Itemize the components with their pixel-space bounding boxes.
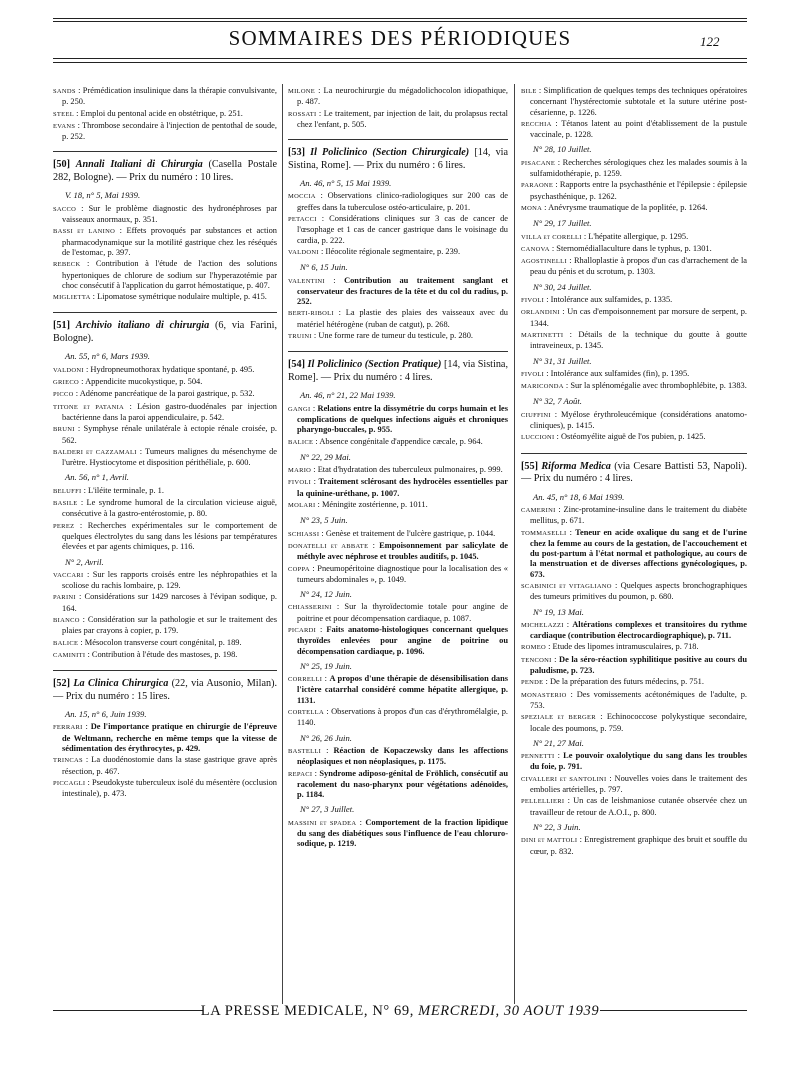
article-author: TRUINI <box>288 333 312 341</box>
article-author: BASSI et LANINO <box>53 228 116 236</box>
article-title: Tétanos latent au point d'établissement de la pustule vaccinale, p. 1228. <box>530 118 747 140</box>
article-entry: PEREZ : Recherches expérimentales sur le comportement de quelques électrolytes du sang dans les lésions par températures élevées et par agents chimiques, p. 116. <box>53 520 277 552</box>
article-title: Considérations sur 1429 narcoses à l'évipan sodique, p. 164. <box>62 592 277 613</box>
article-author: BASTELLI <box>288 747 322 755</box>
article-author: CHIASSERINI <box>288 604 332 612</box>
article-title: Le pouvoir oxalolytique du sang dans les troubles du foie, p. 791. <box>530 751 747 772</box>
article-author: SACCO <box>53 205 77 213</box>
article-entry: BALDERI et CAZZAMALI : Tumeurs malignes du mésenchyme de l'urètre. Hystiocytome et disposition périthéliale, p. 600. <box>53 446 277 468</box>
article-title: Contribution à l'étude de l'action des solutions hypertoniques de chlorure de sodium sur l'hyperazotémie par choc consécutif à l'application du garrot hémostatique, p. 407. <box>62 259 277 290</box>
issue-line: N° 28, 10 Juillet. <box>533 144 592 155</box>
article-entry: ROMEO : Etude des lipomes intramusculaires, p. 718. <box>521 642 699 652</box>
article-title: Le traitement, par injection de lait, du prolapsus rectal chez l'enfant, p. 505. <box>297 108 508 129</box>
article-author: PENNETTI <box>521 753 555 761</box>
article-author: PICCAGLI <box>53 779 86 787</box>
article-title: Hydropneumothorax hydatique spontané, p. 495. <box>90 364 255 374</box>
article-title: Sur les rapports croisés entre les néphropathies et la scoliose du rachis lombaire, p. 129. <box>62 569 277 591</box>
issue-line: N° 21, 27 Mai. <box>533 737 584 748</box>
article-author: PICCO <box>53 391 74 399</box>
article-title: Quelques aspects bronchographiques des tumeurs primitives du poumon, p. 680. <box>530 580 747 602</box>
article-entry: BIANCO : Considération sur la pathologie et sur le traitement des plaies par crayons à copier, p. 179. <box>53 614 277 636</box>
article-author: FIVOLI <box>288 479 312 487</box>
article-title: Pseudokyste tuberculeux isolé du mésentère (occlusion intestinale), p. 473. <box>62 777 277 799</box>
article-title: Contribution au traitement sanglant et conservateur des fractures de la tête et du col du radius, p. 252. <box>297 275 508 307</box>
article-author: PETACCI <box>288 216 317 224</box>
article-entry: BELUFFI : L'iléite terminale, p. 1. <box>53 485 164 495</box>
journal-title: Il Policlinico (Section Chirurgicale) <box>310 147 470 159</box>
journal-info: [14, via Sistina, Rome]. — Prix du numéro : 6 lires. <box>288 147 508 171</box>
article-entry: BALICE : Absence congénitale d'appendice cæcale, p. 964. <box>288 436 483 446</box>
section-separator <box>53 312 277 313</box>
journal-number: [50] <box>53 159 70 171</box>
article-entry: ROSSATI : Le traitement, par injection de lait, du prolapsus rectal chez l'enfant, p. 505. <box>288 108 508 129</box>
article-entry: VALDONI : Hydropneumothorax hydatique spontané, p. 495. <box>53 364 255 374</box>
article-entry: PARINI : Considérations sur 1429 narcoses à l'évipan sodique, p. 164. <box>53 592 277 613</box>
article-entry: FIVOLI : Intolérance aux sulfamides (fin), p. 1395. <box>521 368 690 378</box>
article-entry: MICHELAZZI : Altérations complexes et transitoires du rythme cardiaque (contribution électrocardiographique), p. 711. <box>521 619 747 641</box>
article-entry: MOCCIA : Observations clinico-radiologiques sur 200 cas de greffes dans la tuberculose ostéo-articulaire, p. 201. <box>288 191 508 212</box>
article-entry: TRUINI : Une forme rare de tumeur du testicule, p. 280. <box>288 331 473 341</box>
article-author: TITONE et PATANIA <box>53 403 125 411</box>
article-entry: GRIECO : Appendicite mucokystique, p. 504. <box>53 377 203 387</box>
article-title: De la préparation des futurs médecins, p. 751. <box>549 677 704 687</box>
journal-number: [52] <box>53 678 70 690</box>
article-author: MILONE <box>288 88 316 95</box>
journal-info: (6, via Farini, Bologne). <box>53 320 277 344</box>
article-entry: MARICONDA : Sur la splénomégalie avec thrombophlébite, p. 1383. <box>521 381 747 391</box>
article-entry: MIGLIETTA : Lipomatose symétrique nodulaire multiple, p. 415. <box>53 292 267 302</box>
article-title: Un cas d'empoisonnement par morsure de serpent, p. 1344. <box>530 307 747 328</box>
article-title: Sur la splénomégalie avec thrombophlébite, p. 1383. <box>570 381 747 391</box>
article-author: PICARDI <box>288 626 317 634</box>
article-author: ROMEO <box>521 644 546 652</box>
article-title: Ostéomyélite aiguë de l'os pubien, p. 1425. <box>560 432 706 442</box>
issue-line: N° 19, 13 Mai. <box>533 606 584 617</box>
article-title: A propos d'une thérapie de désensibilisation dans l'ictère catarrhal considéré comme hépatite allergique, p. 1131. <box>297 674 508 705</box>
article-author: BALICE <box>288 438 314 446</box>
article-entry: MILONE : La neurochirurgie du mégadolichocolon idiopathique, p. 487. <box>288 86 508 107</box>
column-2 <box>288 86 508 1002</box>
header-rule-bottom <box>53 58 747 59</box>
article-title: Des vomissements acétonémiques de l'adulte, p. 753. <box>530 689 747 710</box>
article-author: CAMERINI <box>521 506 556 514</box>
article-author: EVANS <box>53 122 76 130</box>
article-entry: LUCCIONI : Ostéomyélite aiguë de l'os pubien, p. 1425. <box>521 432 706 442</box>
article-title: Un cas de leishmaniose cutanée observée chez un travailleur de retour de A.O.I., p. 800. <box>530 796 747 817</box>
article-title: Etude des lipomes intramusculaires, p. 718. <box>552 642 699 652</box>
article-entry: VACCARI : Sur les rapports croisés entre les néphropathies et la scoliose du rachis lombaire, p. 129. <box>53 569 277 591</box>
article-author: SCHIASSI <box>288 530 320 538</box>
article-author: BELUFFI <box>53 487 82 495</box>
article-author: GANGI <box>288 405 311 413</box>
article-author: MONASTERIO <box>521 691 567 699</box>
article-title: Observations à propos d'un cas d'érythromélalgie, p. 1140. <box>297 707 508 728</box>
article-author: VALDONI <box>288 248 319 256</box>
footer-journal: LA PRESSE MEDICALE, <box>200 1003 369 1019</box>
article-author: CANOVA <box>521 245 550 253</box>
article-entry: MONASTERIO : Des vomissements acétonémiques de l'adulte, p. 753. <box>521 689 747 710</box>
article-author: DONATELLI et ABBATE <box>288 542 369 550</box>
article-author: FERRARI <box>53 724 83 732</box>
article-author: CORRELLI <box>288 676 323 684</box>
article-title: Mésocolon transverse court congénital, p. 189. <box>84 637 242 647</box>
article-title: La plastie des plaies des vaisseaux avec du matériel hétérogène (ruban de catgut), p. 268. <box>297 308 508 329</box>
article-title: Effets provoqués par substances et action pharmacodynamique sur la motilité gastrique chez les réséqués de l'estomac, p. 397. <box>62 226 277 257</box>
article-entry: FERRARI : De l'importance pratique en chirurgie de l'épreuve de Weltmann, recherche en même temps que la vitesse de sédimentation des érythrocytes, p. 429. <box>53 722 277 754</box>
article-title: Observations clinico-radiologiques sur 200 cas de greffes dans la tuberculose ostéo-articulaire, p. 201. <box>297 191 508 212</box>
journal-heading <box>53 320 277 345</box>
issue-line: N° 6, 15 Juin. <box>300 262 348 273</box>
article-entry: REBECK : Contribution à l'étude de l'action des solutions hypertoniques de chlorure de sodium sur l'hyperazotémie par choc consécutif à l'application du garrot hémostatique, p. 407. <box>53 259 277 290</box>
article-entry: EVANS : Thrombose secondaire à l'injection de pentothal de soude, p. 252. <box>53 120 277 142</box>
article-entry: PENNETTI : Le pouvoir oxalolytique du sang dans les troubles du foie, p. 791. <box>521 751 747 772</box>
article-author: TRINCAS <box>53 757 83 765</box>
column-1 <box>53 86 277 1002</box>
article-title: Syndrome adiposo-génital de Fröhlich, consécutif au racolement du naso-pharynx pour végétations adénoïdes, p. 1184. <box>297 768 508 800</box>
article-author: PELLELLIERI <box>521 798 565 806</box>
article-author: BERTI-RIBOLI <box>288 310 334 318</box>
article-title: Tumeurs malignes du mésenchyme de l'urètre. Hystiocytome et disposition périthéliale, p. 600. <box>62 446 277 468</box>
article-author: TOMMASELLI <box>521 529 567 537</box>
issue-line: N° 32, 7 Août. <box>533 396 582 407</box>
article-title: Traitement sclérosant des hydrocèles essentielles par la quinine-uréthane, p. 1007. <box>297 477 508 498</box>
article-title: L'hépatite allergique, p. 1295. <box>588 231 689 241</box>
article-author: SPEZIALE et BERGER <box>521 714 596 722</box>
article-title: Sternomédiallaculture dans le typhus, p. 1301. <box>556 243 712 253</box>
article-title: Emploi du pentonal acide en obstétrique, p. 251. <box>80 108 243 118</box>
article-title: Pneumopéritoine diagnostique pour la localisation des « tumeurs abdominales », p. 1049. <box>297 563 508 584</box>
column-divider-2 <box>514 84 515 1004</box>
article-author: BRUNI <box>53 426 75 434</box>
article-title: Adénome pancréatique de la paroi gastrique, p. 532. <box>79 389 255 399</box>
article-title: Absence congénitale d'appendice cæcale, p. 964. <box>319 436 483 446</box>
issue-line: An. 46, n° 5, 15 Mai 1939. <box>300 178 392 189</box>
article-author: VILLA et CORELLI <box>521 233 582 241</box>
section-separator <box>288 351 508 352</box>
journal-title: Archivio italiano di chirurgia <box>75 320 210 332</box>
journal-title: Riforma Medica <box>541 460 611 472</box>
article-entry: PETACCI : Considérations cliniques sur 3 cas de cancer de l'œsophage et 1 cas de cancer gastrique dans le voisinage du cardia, p. 222. <box>288 214 508 245</box>
article-entry: PENDE : De la préparation des futurs médecins, p. 751. <box>521 677 704 687</box>
article-author: BALDERI et CAZZAMALI <box>53 448 137 456</box>
article-entry: SANDS : Prémédication insulinique dans la thérapie convulsivante, p. 250. <box>53 86 277 107</box>
section-separator <box>53 151 277 152</box>
article-entry: MASSINI et SPADEA : Comportement de la fraction lipidique du sang des diabétiques sous l'influence de l'eau chloruro-sodique, p. 1219. <box>288 817 508 849</box>
article-title: Considérations cliniques sur 3 cas de cancer de l'œsophage et 1 cas de cancer gastrique dans le voisinage du cardia, p. 222. <box>297 214 508 245</box>
article-author: REPACI <box>288 770 313 778</box>
article-entry: CIVALLERI et SANTOLINI : Nouvelles voies dans le traitement des embolies artérielles, p. 797. <box>521 773 747 795</box>
article-entry: AGOSTINELLI : Rhalloplastie à propos d'un cas d'arrachement de la peau du pénis et du scrotum, p. 1303. <box>521 256 747 277</box>
article-title: Faits anatomo-histologiques concernant quelques thyroïdes enlevées pour angine de poitrine ou décompensation cardiaque, p. 1096. <box>297 624 508 656</box>
article-entry: BALICE : Mésocolon transverse court congénital, p. 189. <box>53 637 242 647</box>
article-title: Rhalloplastie à propos d'un cas d'arrachement de la peau du pénis et du scrotum, p. 1303. <box>530 256 747 277</box>
article-title: Zinc-protamine-insuline dans le traitement du diabète mellitus, p. 671. <box>530 504 747 526</box>
article-author: BILE <box>521 88 537 95</box>
article-title: Nouvelles voies dans le traitement des embolies artérielles, p. 797. <box>530 773 747 795</box>
journal-heading <box>288 359 508 384</box>
journal-heading <box>53 159 277 184</box>
article-entry: SPEZIALE et BERGER : Echinococcose polykystique secondaire, locale des poumons, p. 759. <box>521 712 747 733</box>
article-entry: TOMMASELLI : Teneur en acide oxalique du sang et de l'urine chez la femme au cours de la gestation, de l'accouchement et du post-partum à l'état normal et pathologique, au cours de la menstruation et de diverses affections gynécologiques, p. 673. <box>521 527 747 579</box>
article-entry: PICCAGLI : Pseudokyste tuberculeux isolé du mésentère (occlusion intestinale), p. 473. <box>53 777 277 799</box>
article-title: Contribution à l'étude des mastoses, p. 198. <box>91 649 238 659</box>
section-separator <box>53 670 277 671</box>
footer-date: MERCREDI, 30 AOUT 1939 <box>418 1003 600 1019</box>
article-entry: MOLARI : Méningite zostérienne, p. 1011. <box>288 500 428 510</box>
article-author: MIGLIETTA <box>53 294 91 302</box>
article-title: Iléocolite régionale segmentaire, p. 239. <box>325 246 461 256</box>
article-entry: BASILE : Le syndrome humoral de la circulation vicieuse aiguë, consécutive à la gastro-entérostomie, p. 80. <box>53 498 277 519</box>
article-author: MONA <box>521 204 543 212</box>
journal-title: La Clinica Chirurgica <box>73 678 169 690</box>
article-title: La neurochirurgie du mégadolichocolon idiopathique, p. 487. <box>297 86 508 107</box>
issue-line: An. 46, n° 21, 22 Mai 1939. <box>300 390 396 401</box>
article-entry: CAMINITI : Contribution à l'étude des mastoses, p. 198. <box>53 649 238 659</box>
article-author: MICHELAZZI <box>521 621 564 629</box>
article-author: VALENTINI <box>288 277 325 285</box>
section-separator <box>288 139 508 140</box>
article-author: AGOSTINELLI <box>521 258 567 266</box>
journal-number: [55] <box>521 460 538 472</box>
section-separator <box>521 453 747 454</box>
article-author: VALDONI <box>53 366 84 374</box>
article-author: STEEL <box>53 110 74 118</box>
article-entry: MONA : Anévrysme traumatique de la poplitée, p. 1264. <box>521 202 708 212</box>
article-entry: COPPA : Pneumopéritoine diagnostique pour la localisation des « tumeurs abdominales », p. 1049. <box>288 563 508 584</box>
article-author: CIVALLERI et SANTOLINI <box>521 775 607 783</box>
article-title: Comportement de la fraction lipidique du sang des diabétiques sous l'influence de l'eau chloruro-sodique, p. 1219. <box>297 817 508 849</box>
article-author: CAMINITI <box>53 651 86 659</box>
article-author: MARTINETTI <box>521 331 564 339</box>
article-title: Relations entre la dissymétrie du corps humain et les complications de quelques infections aiguës et chroniques pharyngo-buccales, p. 955. <box>297 403 508 435</box>
article-title: Méningite zostérienne, p. 1011. <box>321 500 428 510</box>
article-entry: VILLA et CORELLI : L'hépatite allergique, p. 1295. <box>521 231 689 241</box>
issue-line: N° 22, 29 Mai. <box>300 451 351 462</box>
article-title: Thrombose secondaire à l'injection de pentothal de soude, p. 252. <box>62 120 277 142</box>
article-entry: GANGI : Relations entre la dissymétrie du corps humain et les complications de quelques infections aiguës et chroniques pharyngo-buccales, p. 955. <box>288 403 508 435</box>
article-title: Intolérance aux sulfamides (fin), p. 1395. <box>550 368 690 378</box>
article-title: Etat d'hydratation des tuberculeux pulmonaires, p. 999. <box>317 465 503 475</box>
article-entry: PICCO : Adénome pancréatique de la paroi gastrique, p. 532. <box>53 389 255 399</box>
article-entry: RECCHIA : Tétanos latent au point d'établissement de la pustule vaccinale, p. 1228. <box>521 118 747 140</box>
article-title: Enregistrement graphique des bruit et souffle du cœur, p. 832. <box>530 835 747 856</box>
article-title: Le syndrome humoral de la circulation vicieuse aiguë, consécutive à la gastro-entérostomie, p. 80. <box>62 498 277 519</box>
article-title: Altérations complexes et transitoires du rythme cardiaque (contribution électrocardiographique), p. 711. <box>530 619 747 641</box>
article-author: REBECK <box>53 261 81 269</box>
article-entry: CORRELLI : A propos d'une thérapie de désensibilisation dans l'ictère catarrhal considéré comme hépatite allergique, p. 1131. <box>288 674 508 705</box>
article-entry: DINI et MATTOLI : Enregistrement graphique des bruit et souffle du cœur, p. 832. <box>521 835 747 856</box>
article-entry: BASTELLI : Réaction de Kopaczewsky dans les affections néoplasiques et non néoplasiques, p. 1175. <box>288 745 508 767</box>
issue-line: An. 56, n° 1, Avril. <box>65 472 129 483</box>
article-author: MARICONDA <box>521 383 564 391</box>
page-footer <box>0 1003 800 1020</box>
article-title: L'iléite terminale, p. 1. <box>87 485 164 495</box>
article-entry: PISACANE : Recherches sérologiques chez les malades soumis à la sulfamidothérapie, p. 1259. <box>521 157 747 179</box>
article-entry: BRUNI : Symphyse rénale unilatérale à ectopie rénale croisée, p. 562. <box>53 424 277 445</box>
article-author: DINI et MATTOLI <box>521 837 578 845</box>
journal-heading <box>288 147 508 172</box>
journal-heading <box>521 461 747 486</box>
article-author: PEREZ <box>53 522 75 530</box>
article-entry: BILE : Simplification de quelques temps des techniques opératoires concernant l'hystérectomie subtotale et la suture utérine post-césarienne, p. 1226. <box>521 86 747 117</box>
article-title: Sur le problème diagnostic des hydronéphroses par vaisseaux anormaux, p. 351. <box>62 203 277 225</box>
journal-number: [51] <box>53 320 70 332</box>
issue-line: N° 31, 31 Juillet. <box>533 355 592 366</box>
article-entry: CHIASSERINI : Sur la thyroïdectomie totale pour angine de poitrine et pour décompensation cardiaque, p. 1087. <box>288 602 508 623</box>
article-title: Lipomatose symétrique nodulaire multiple, p. 415. <box>97 292 267 302</box>
article-title: Considération sur la pathologie et sur le traitement des plaies par crayons à copier, p. 179. <box>62 614 277 636</box>
article-title: De l'importance pratique en chirurgie de l'épreuve de Weltmann, recherche en même temps que la vitesse de sédimentation des érythrocytes, p. 429. <box>62 722 277 754</box>
article-author: CORTELLA <box>288 709 324 717</box>
article-author: PISACANE <box>521 159 556 167</box>
article-title: Recherches expérimentales sur le comportement de quelques électrolytes du sang dans les lésions par températures élevées et par agents chimiques, p. 116. <box>62 520 277 552</box>
article-title: Détails de la technique du goutte à goutte intraveineux, p. 1345. <box>530 329 747 351</box>
article-author: BASILE <box>53 500 78 508</box>
article-title: Echinococcose polykystique secondaire, locale des poumons, p. 759. <box>530 712 747 733</box>
issue-line: N° 22, 3 Juin. <box>533 821 581 832</box>
journal-heading <box>53 678 277 703</box>
article-author: VACCARI <box>53 571 84 579</box>
article-entry: CAMERINI : Zinc-protamine-insuline dans le traitement du diabète mellitus, p. 671. <box>521 504 747 526</box>
article-entry: MARTINETTI : Détails de la technique du goutte à goutte intraveineux, p. 1345. <box>521 329 747 351</box>
page-title: SOMMAIRES DES PÉRIODIQUES <box>228 26 572 50</box>
article-author: ORLANDINI <box>521 309 560 317</box>
page-number: 122 <box>700 34 720 49</box>
issue-line: N° 27, 3 Juillet. <box>300 804 355 815</box>
journal-title: Il Policlinico (Section Pratique) <box>307 359 442 371</box>
article-author: PARAONE <box>521 182 554 190</box>
article-author: PARINI <box>53 594 76 602</box>
article-title: Genèse et traitement de l'ulcère gastrique, p. 1044. <box>325 528 496 538</box>
issue-line: An. 55, n° 6, Mars 1939. <box>65 351 150 362</box>
journal-number: [53] <box>288 147 305 159</box>
journal-number: [54] <box>288 359 305 371</box>
journal-title: Annali Italiani di Chirurgia <box>75 159 203 171</box>
article-title: Lésion gastro-duodénales par injection bactérienne dans la paroi appendiculaire, p. 542. <box>62 401 277 422</box>
article-title: Réaction de Kopaczewsky dans les affections néoplasiques et non néoplasiques, p. 1175. <box>297 745 508 767</box>
article-author: COPPA <box>288 565 310 573</box>
article-title: Simplification de quelques temps des techniques opératoires concernant l'hystérectomie subtotale et la suture utérine post-césarienne, p. 1226. <box>530 86 747 117</box>
article-title: Anévrysme traumatique de la poplitée, p. 1264. <box>548 202 708 212</box>
issue-line: N° 29, 17 Juillet. <box>533 218 592 229</box>
article-entry: REPACI : Syndrome adiposo-génital de Fröhlich, consécutif au racolement du naso-pharynx pour végétations adénoïdes, p. 1184. <box>288 768 508 800</box>
article-entry: MARIO : Etat d'hydratation des tuberculeux pulmonaires, p. 999. <box>288 465 503 475</box>
article-title: Prémédication insulinique dans la thérapie convulsivante, p. 250. <box>62 86 277 107</box>
article-entry: BASSI et LANINO : Effets provoqués par substances et action pharmacodynamique sur la motilité gastrique chez les réséqués de l'estomac, p. 397. <box>53 226 277 257</box>
article-entry: PICARDI : Faits anatomo-histologiques concernant quelques thyroïdes enlevées pour angine de poitrine ou décompensation cardiaque, p. 1096. <box>288 624 508 656</box>
issue-line: N° 23, 5 Juin. <box>300 515 348 526</box>
article-title: Recherches sérologiques chez les malades soumis à la sulfamidothérapie, p. 1259. <box>530 157 747 179</box>
article-author: TENCONI <box>521 656 552 664</box>
article-entry: CANOVA : Sternomédiallaculture dans le typhus, p. 1301. <box>521 243 712 253</box>
article-title: Teneur en acide oxalique du sang et de l'urine chez la femme au cours de la gestation, de l'accouchement et du post-partum à l'état normal et pathologique, au cours de la menstruation et de diverses affections gynécologiques, p. 673. <box>530 527 747 579</box>
article-title: Empoisonnement par salicylate de méthyle avec néphrose et troubles auditifs, p. 1045. <box>297 540 508 562</box>
article-entry: FIVOLI : Traitement sclérosant des hydrocèles essentielles par la quinine-uréthane, p. 1007. <box>288 477 508 498</box>
article-entry: TRINCAS : La duodénostomie dans la stase gastrique grave après résection, p. 467. <box>53 755 277 776</box>
article-entry: DONATELLI et ABBATE : Empoisonnement par salicylate de méthyle avec néphrose et troubles auditifs, p. 1045. <box>288 540 508 562</box>
article-author: ROSSATI <box>288 110 317 118</box>
article-entry: CIUFFINI : Myélose érythroleucémique (considérations anatomo-cliniques), p. 1415. <box>521 409 747 431</box>
article-entry: VALENTINI : Contribution au traitement sanglant et conservateur des fractures de la tête et du col du radius, p. 252. <box>288 275 508 307</box>
issue-line: N° 25, 19 Juin. <box>300 660 352 671</box>
article-entry: ORLANDINI : Un cas d'empoisonnement par morsure de serpent, p. 1344. <box>521 307 747 328</box>
article-title: La duodénostomie dans la stase gastrique grave après résection, p. 467. <box>62 755 277 776</box>
article-author: RECCHIA <box>521 120 552 128</box>
article-author: BALICE <box>53 639 79 647</box>
article-author: GRIECO <box>53 379 79 387</box>
journal-info: (22, via Ausonio, Milan). — Prix du numéro : 15 lires. <box>53 678 277 702</box>
article-author: LUCCIONI <box>521 434 555 442</box>
article-title: De la séro-réaction syphilitique positive au cours du paludisme, p. 723. <box>530 654 747 676</box>
article-entry: VALDONI : Iléocolite régionale segmentaire, p. 239. <box>288 246 461 256</box>
article-author: PENDE <box>521 679 544 687</box>
journal-info: (Casella Postale 282, Bologne). — Prix du numéro : 10 lires. <box>53 159 277 183</box>
issue-line: An. 45, n° 18, 6 Mai 1939. <box>533 491 625 502</box>
article-author: MASSINI et SPADEA <box>288 819 357 827</box>
article-author: SCABINICI et VITAGLIANO <box>521 582 612 590</box>
article-entry: PELLELLIERI : Un cas de leishmaniose cutanée observée chez un travailleur de retour de A.O.I., p. 800. <box>521 796 747 817</box>
header-rule-top <box>53 18 747 19</box>
article-author: FIVOLI <box>521 297 545 305</box>
article-title: Appendicite mucokystique, p. 504. <box>85 377 203 387</box>
article-entry: STEEL : Emploi du pentonal acide en obstétrique, p. 251. <box>53 108 243 118</box>
article-entry: SCHIASSI : Genèse et traitement de l'ulcère gastrique, p. 1044. <box>288 528 496 538</box>
column-3 <box>521 86 747 1002</box>
journal-info: (via Cesare Battisti 53, Napoli). — Prix du numéro : 4 lires. <box>521 460 747 485</box>
footer-issue: N° 69, <box>372 1003 414 1019</box>
article-author: MOLARI <box>288 502 316 510</box>
issue-line: N° 30, 24 Juillet. <box>533 281 592 292</box>
article-title: Rapports entre la psychasthénie et l'épilepsie : épilepsie psychasthénique, p. 1262. <box>530 180 747 201</box>
article-title: Myélose érythroleucémique (considérations anatomo-cliniques), p. 1415. <box>530 409 747 431</box>
article-entry: BERTI-RIBOLI : La plastie des plaies des vaisseaux avec du matériel hétérogène (ruban de catgut), p. 268. <box>288 308 508 329</box>
article-entry: CORTELLA : Observations à propos d'un cas d'érythromélalgie, p. 1140. <box>288 707 508 728</box>
article-entry: SACCO : Sur le problème diagnostic des hydronéphroses par vaisseaux anormaux, p. 351. <box>53 203 277 225</box>
issue-line: N° 2, Avril. <box>65 556 104 567</box>
article-title: Symphyse rénale unilatérale à ectopie rénale croisée, p. 562. <box>62 424 277 445</box>
header-rule-top-2 <box>53 21 747 22</box>
header-rule-bottom-2 <box>53 62 747 63</box>
article-entry: TITONE et PATANIA : Lésion gastro-duodénales par injection bactérienne dans la paroi appendiculaire, p. 542. <box>53 401 277 422</box>
article-title: Intolérance aux sulfamides, p. 1335. <box>550 295 673 305</box>
article-entry: PARAONE : Rapports entre la psychasthénie et l'épilepsie : épilepsie psychasthénique, p. 1262. <box>521 180 747 201</box>
article-title: Sur la thyroïdectomie totale pour angine de poitrine et pour décompensation cardiaque, p. 1087. <box>297 602 508 623</box>
article-author: SANDS <box>53 88 76 95</box>
article-author: CIUFFINI <box>521 411 551 419</box>
journal-info: [14, via Sistina, Rome]. — Prix du numéro : 4 lires. <box>288 359 508 383</box>
issue-line: An. 15, n° 6, Juin 1939. <box>65 709 147 720</box>
issue-line: N° 24, 12 Juin. <box>300 589 352 600</box>
article-entry: FIVOLI : Intolérance aux sulfamides, p. 1335. <box>521 295 673 305</box>
article-entry: SCABINICI et VITAGLIANO : Quelques aspects bronchographiques des tumeurs primitives du poumon, p. 680. <box>521 580 747 602</box>
column-divider-1 <box>282 84 283 1004</box>
article-title: Une forme rare de tumeur du testicule, p. 280. <box>318 331 473 341</box>
issue-line: N° 26, 26 Juin. <box>300 732 352 743</box>
article-author: FIVOLI <box>521 370 545 378</box>
article-author: MARIO <box>288 467 312 475</box>
article-entry: TENCONI : De la séro-réaction syphilitique positive au cours du paludisme, p. 723. <box>521 654 747 676</box>
article-author: MOCCIA <box>288 193 316 201</box>
article-author: BIANCO <box>53 616 80 624</box>
issue-line: V. 18, n° 5, Mai 1939. <box>65 190 141 201</box>
